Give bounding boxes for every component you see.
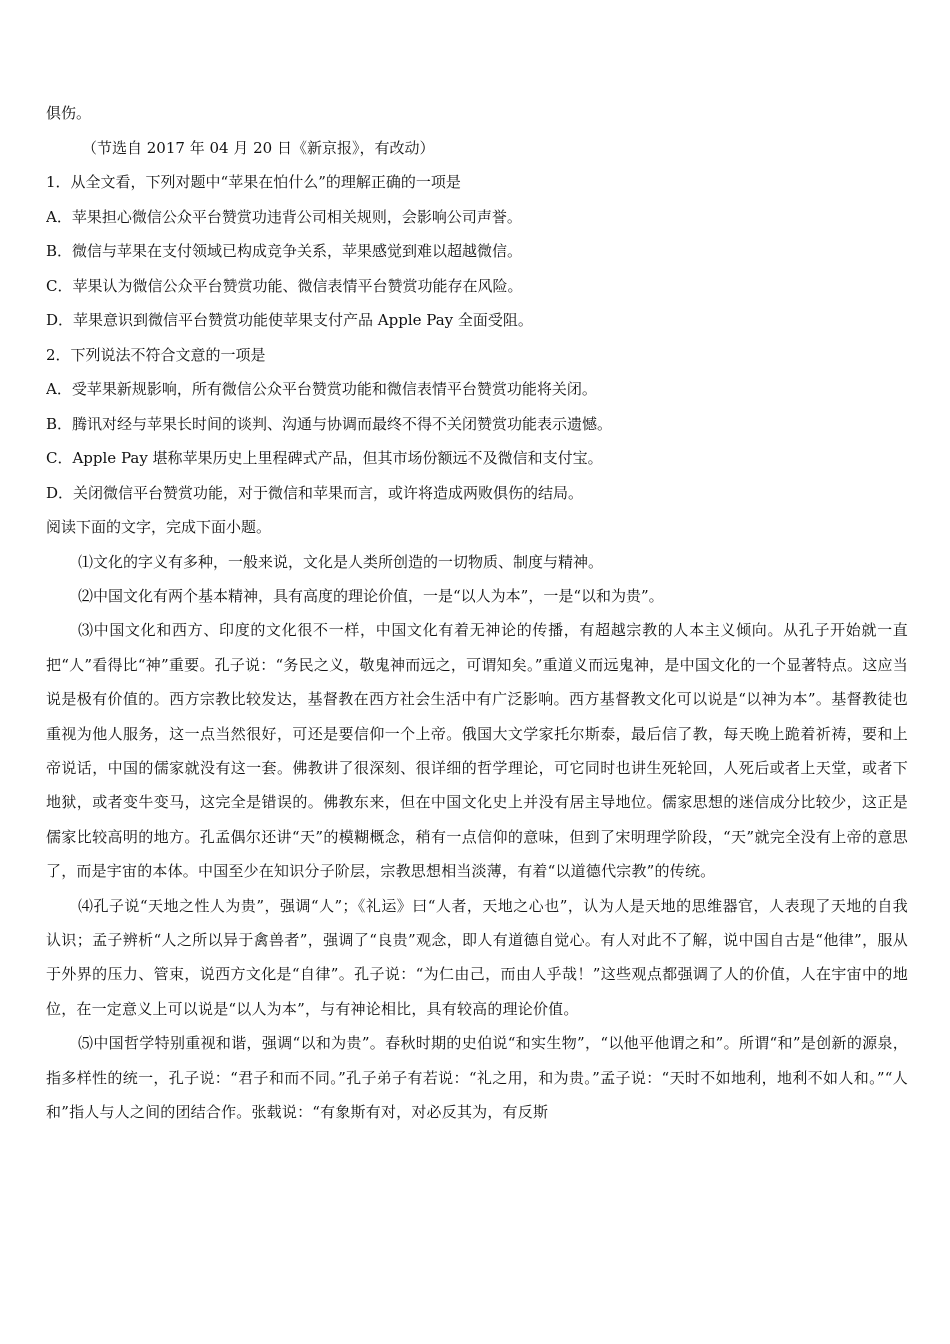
question-1-option-c: C．苹果认为微信公众平台赞赏功能、微信表情平台赞赏功能存在风险。 <box>46 276 523 295</box>
top-fragment: 俱伤。 <box>46 104 92 122</box>
question-1-stem: 1．从全文看，下列对题中“苹果在怕什么”的理解正确的一项是 <box>46 173 461 191</box>
source-note: （节选自 2017 年 04 月 20 日《新京报》，有改动） <box>82 138 435 157</box>
question-2-option-c: C．Apple Pay 堪称苹果历史上里程碑式产品，但其市场份额远不及微信和支付宝。 <box>46 449 603 467</box>
passage-paragraph-2: ⑵中国文化有两个基本精神，具有高度的理论价值，一是“以人为本”，一是“以和为贵”。 <box>78 586 664 605</box>
question-1-option-b: B．微信与苹果在支付领域已构成竞争关系，苹果感觉到难以超越微信。 <box>46 242 523 260</box>
passage-paragraph-3: ⑶中国文化和西方、印度的文化很不一样，中国文化有着无神论的传播，有超越宗教的人本主义倾向。从孔子开始就一直把“人”看得比“神”重要。孔子说：“务民之义，敬鬼神而远之，可谓知矣。”重道义而远鬼神，是中国文化的一个显著特点。这应当说是极有价值的。西方宗教比较发达，基督教在西方社会生活中有广泛影响。西方基督教文化可以说是“以神为本”。基督教徒也重视为他人服务，这一点当然很好，可还是要信仰一个上帝。俄国大文学家托尔斯泰，最后信了教，每天晚上跪着祈祷，要和上帝说话，中国的儒家就没有这一套。佛教讲了很深刻、很详细的哲学理论，可它同时也讲生死轮回，人死后或者上天堂，或者下地狱，或者变牛变马，这完全是错误的。佛教东来，但在中国文化史上并没有居主导地位。儒家思想的迷信成分比较少，这正是儒家比较高明的地方。孔孟偶尔还讲“天”的模糊概念，稍有一点信仰的意味，但到了宋明理学阶段，“天”就完全没有上帝的意思了，而是宇宙的本体。中国至少在知识分子阶层，宗教思想相当淡薄，有着“以道德代宗教”的传统。 <box>46 621 908 881</box>
question-2-option-b: B．腾讯对经与苹果长时间的谈判、沟通与协调而最终不得不关闭赞赏功能表示遗憾。 <box>46 414 613 433</box>
passage-paragraph-5: ⑸中国哲学特别重视和谐，强调“以和为贵”。春秋时期的史伯说“和实生物”，“以他平他谓之和”。所谓“和”是创新的源泉，指多样性的统一，孔子说：“君子和而不同。”孔子弟子有若说：“礼之用，和为贵。”孟子说：“天时不如地利，地利不如人和。”“人和”指人与人之间的团结合作。张载说：“有象斯有对，对必反其为，有反斯 <box>46 1034 908 1121</box>
reading-intro: 阅读下面的文字，完成下面小题。 <box>46 518 272 536</box>
question-2-stem: 2．下列说法不符合文意的一项是 <box>46 345 266 364</box>
question-1-option-d: D．苹果意识到微信平台赞赏功能使苹果支付产品 Apple Pay 全面受阻。 <box>46 311 533 329</box>
question-2-option-d: D．关闭微信平台赞赏功能，对于微信和苹果而言，或许将造成两败俱伤的结局。 <box>46 483 584 502</box>
question-2-option-a: A．受苹果新规影响，所有微信公众平台赞赏功能和微信表情平台赞赏功能将关闭。 <box>46 380 597 398</box>
passage-paragraph-4: ⑷孔子说“天地之性人为贵”，强调“人”；《礼运》曰“人者，天地之心也”，认为人是天地的思维器官，人表现了天地的自我认识；孟子辨析“人之所以异于禽兽者”，强调了“良贵”观念，即人有道德自觉心。有人对此不了解，说中国自古是“他律”，服从于外界的压力、管束，说西方文化是“自律”。孔子说：“为仁由己，而由人乎哉！”这些观点都强调了人的价值，人在宇宙中的地位，在一定意义上可以说是“以人为本”，与有神论相比，具有较高的理论价值。 <box>46 896 908 1018</box>
question-1-option-a: A．苹果担心微信公众平台赞赏功违背公司相关规则，会影响公司声誉。 <box>46 207 522 226</box>
passage-paragraph-1: ⑴文化的字义有多种，一般来说，文化是人类所创造的一切物质、制度与精神。 <box>78 552 604 571</box>
document-page <box>46 96 908 1129</box>
